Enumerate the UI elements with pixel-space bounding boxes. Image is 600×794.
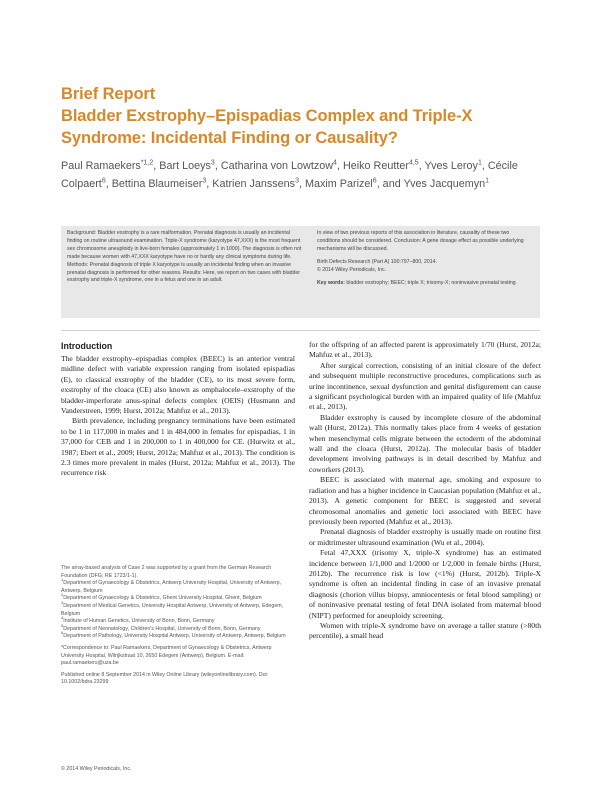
affiliation-number: 3	[61, 600, 64, 606]
author-name: Paul Ramaekers	[61, 160, 141, 172]
paragraph: Fetal 47,XXX (trisomy X, triple-X syndrome) has an estimated incidence between 1/1,000 and 1/2000 or 1/2,000 in female births (Hurst, 2012b). The recurrence risk is low (<1%) (Hurst, 2012b). Triple-X syndrome is often an incidental finding in case of an invasive prenatal diagnosis (chorion villus biopsy, amniocentesis or fetal blood sampling) or of noninvasive prenatal testing of fetal DNA isolated from maternal blood (NIPT) performed for aneuploidy screening.	[309, 548, 541, 620]
abstract-left	[61, 226, 311, 318]
affiliation-number: 1	[61, 577, 64, 583]
author-affiliation: 3	[202, 177, 207, 185]
paragraph: The bladder exstrophy–epispadias complex (BEEC) is an anterior ventral midline defect with variable expression ranging from isolated epispadias (E), to classical exstrophy of the bladder (CE), to its most severe form, exstrophy of the cloaca (CE) also known as omphalocele–exstrophy of the bladder-imperforate anus-spinal defects complex (OEIS) (Husmann and Vanderstreen, 1999; Hurst, 2012a; Mahfuz et al., 2013).	[61, 354, 295, 416]
author-affiliation: 1	[485, 177, 490, 185]
abstract-right	[311, 226, 540, 318]
author-affiliation: 4,5	[408, 159, 419, 167]
footnotes	[61, 565, 295, 687]
keywords-label: Key words:	[317, 279, 345, 286]
keywords	[317, 280, 534, 288]
divider	[61, 330, 540, 331]
paragraph: Bladder exstrophy is caused by incomplete closure of the abdominal wall (Hurst, 2012a). This normally takes place from 4 weeks of gestation when mesenchymal cells migrate between the ectoderm of the abdominal wall and the cloaca (Hurst, 2012a). The molecular basis of bladder development involving pathways is in detail described by Mahfuz and coworkers (2013).	[309, 412, 541, 474]
author-affiliation: 3	[210, 159, 215, 167]
affiliation	[61, 630, 295, 641]
abstract-text-cont: In view of two previous reports of this association in literature, causality of these two conditions should be considered. Conclusion: A gene dosage effect as possible underlying mechanisms will be discussed.	[317, 230, 524, 252]
author-name: Maxim Parizel	[304, 178, 373, 190]
affiliation-number: 2	[61, 592, 64, 598]
grant-note: The array-based analysis of Case 2 was supported by a grant from the German Research Foundation (DFG; RE 1723/1-1).	[61, 565, 272, 579]
author-name: Yves Jacquemyn	[403, 178, 486, 190]
author-name: Cécile Colpaert	[61, 160, 518, 190]
author-affiliation: 6	[101, 177, 106, 185]
affiliation-list	[61, 577, 295, 641]
affiliation-text: Institute of Human Genetics, University of Bonn, Bonn, Germany	[63, 618, 215, 625]
affiliation	[61, 615, 295, 626]
footer-copyright: © 2014 Wiley Periodicals, Inc.	[61, 766, 132, 772]
author-name: Bettina Blaumeiser	[111, 178, 203, 190]
abstract-text: Background: Bladder exstrophy is a rare malformation. Prenatal diagnosis is usually an incidental finding on routine ultrasound examination. Triple-X syndrome (karyotype 47,XXX) is the most frequent sex chromosome aneuploidy in live-born females (approximately 1 in 1000). The diagnosis is often not made because women with 47,XXX karyotype have no or hardly any clinical symptoms during life. Methods: Prenatal diagnosis of triple X karyotype is usually an incidental finding when an invasive prenatal diagnosis is performed for other reasons. Results: Here, we report on two cases with bladder exstrophy and triple-X syndrome, one in a fetus and one in an adult.	[67, 230, 302, 284]
section-heading: Introduction	[61, 341, 113, 351]
author-affiliation: 4	[333, 159, 337, 167]
right-column	[309, 340, 541, 642]
author-name: Bart Loeys	[159, 160, 211, 172]
author-affiliation: 1	[477, 159, 482, 167]
affiliation-number: 6	[61, 630, 64, 636]
paragraph: Prenatal diagnosis of bladder exstrophy is usually made on routine first or midtrimester ultrasound examination (Wu et al., 2004).	[309, 527, 541, 547]
published-note: Published online 8 September 2014 in Wiley Online Library (wileyonlinelibrary.com). Doi: 10.1002/bdra.23299	[61, 671, 269, 686]
affiliation-text: Department of Gynaecology & Obstetrics, Antwerp University Hospital, University of Antwerp, Antwerp, Belgium	[61, 580, 282, 594]
citation: Birth Defects Research (Part A) 100:797–800, 2014.	[317, 258, 437, 265]
affiliation-text: Department of Gynaecology & Obstetrics, Ghent University Hospital, Ghent, Belgium	[63, 595, 262, 602]
author-affiliation: 6	[372, 177, 377, 185]
author-name: Heiko Reutter	[342, 160, 409, 172]
affiliation-text: Department of Pathology, University Hospital Antwerp, University of Antwerp, Antwerp, Belgium	[63, 633, 286, 640]
affiliation-text: Department of Medical Genetics, University Hospital Antwerp, University of Antwerp, Edegem, Belgium	[61, 602, 284, 617]
author-name: Katrien Janssens	[212, 178, 296, 190]
paragraph: After surgical correction, consisting of an initial closure of the defect and subsequent multiple reconstructive procedures, complications such as urine incontinence, sexual dysfunction and genital disfigurement can cause a significant psychological burden with an impaired quality of life (Mahfuz et al., 2013).	[309, 360, 541, 412]
author-name: Catharina von Lowtzow	[220, 160, 334, 172]
author-affiliation: *1,2	[140, 159, 154, 167]
paragraph: for the offspring of an affected parent is approximately 1/70 (Hurst, 2012a; Mahfuz et al., 2013).	[309, 340, 541, 360]
correspondence: *Correspondence to: Paul Ramaekers, Department of Gynaecology & Obstetrics, Antwerp University Hospital, Wilrijkstraat 10, 2650 Edegem (Antwerp), Belgium. E-mail: paul.ramaekers@uza.be	[61, 644, 272, 667]
paragraph: Women with triple-X syndrome have on average a taller stature (>80th percentile), a small head	[309, 620, 541, 641]
affiliation	[61, 592, 295, 606]
paragraph: Birth prevalence, including pregnancy terminations have been estimated to be 1 in 117,000 in males and 1 in 484,000 in females for epispadias, 1 in 37,000 for CEB and 1 in 200,000 to 1 in 400,000 for CE. (Hurwitz et al., 1987; Ebert et al., 2009; Hurst, 2012a; Mahfuz et al., 2013). The condition is 2.3 times more prevalent in males (Hurst, 2012a; Mahfuz et al., 2013). The recurrence risk	[61, 416, 295, 478]
article-title: Bladder Exstrophy–Epispadias Complex and Triple-X Syndrome: Incidental Finding or Causality?	[61, 107, 473, 147]
paragraph: BEEC is associated with maternal age, smoking and exposure to radiation and has a higher incidence in Caucasian population (Mahfuz et al., 2013). A genetic component for BEEC is suggested and several chromosomal anomalies and genetic loci associated with BEEC have previously been reported (Mahfuz et al., 2013).	[309, 475, 541, 526]
keywords-text: bladder exstrophy; BEEC; triple X; trisomy-X; noninvasive prenatal testing	[346, 279, 516, 286]
author-name: Yves Leroy	[424, 160, 478, 172]
affiliation-text: Department of Neonatology, Children's Hospital, University of Bonn, Bonn, Germany	[63, 625, 261, 632]
affiliation	[61, 600, 295, 621]
affiliation-number: 5	[61, 622, 64, 628]
affiliation	[61, 577, 295, 595]
author-affiliation: 3	[295, 177, 299, 185]
article-type: Brief Report	[61, 85, 156, 103]
abstract-copyright: © 2014 Wiley Periodicals, Inc.	[317, 266, 386, 273]
author-list: Paul Ramaekers$^{*1,2}$, Bart Loeys$^3$, Catharina von Lowtzow$^4$, Heiko Reutter$^{4,5}$, Yves Leroy$^1$, Cécile Colpaert$^6$, Bettina Blaumeiser$^3$, Katrien Janssens$^3$, Maxim Parizel$^6$, and Yves Jacquemyn$^1$	[61, 159, 518, 190]
affiliation-number: 4	[61, 615, 64, 621]
left-column	[61, 340, 295, 479]
